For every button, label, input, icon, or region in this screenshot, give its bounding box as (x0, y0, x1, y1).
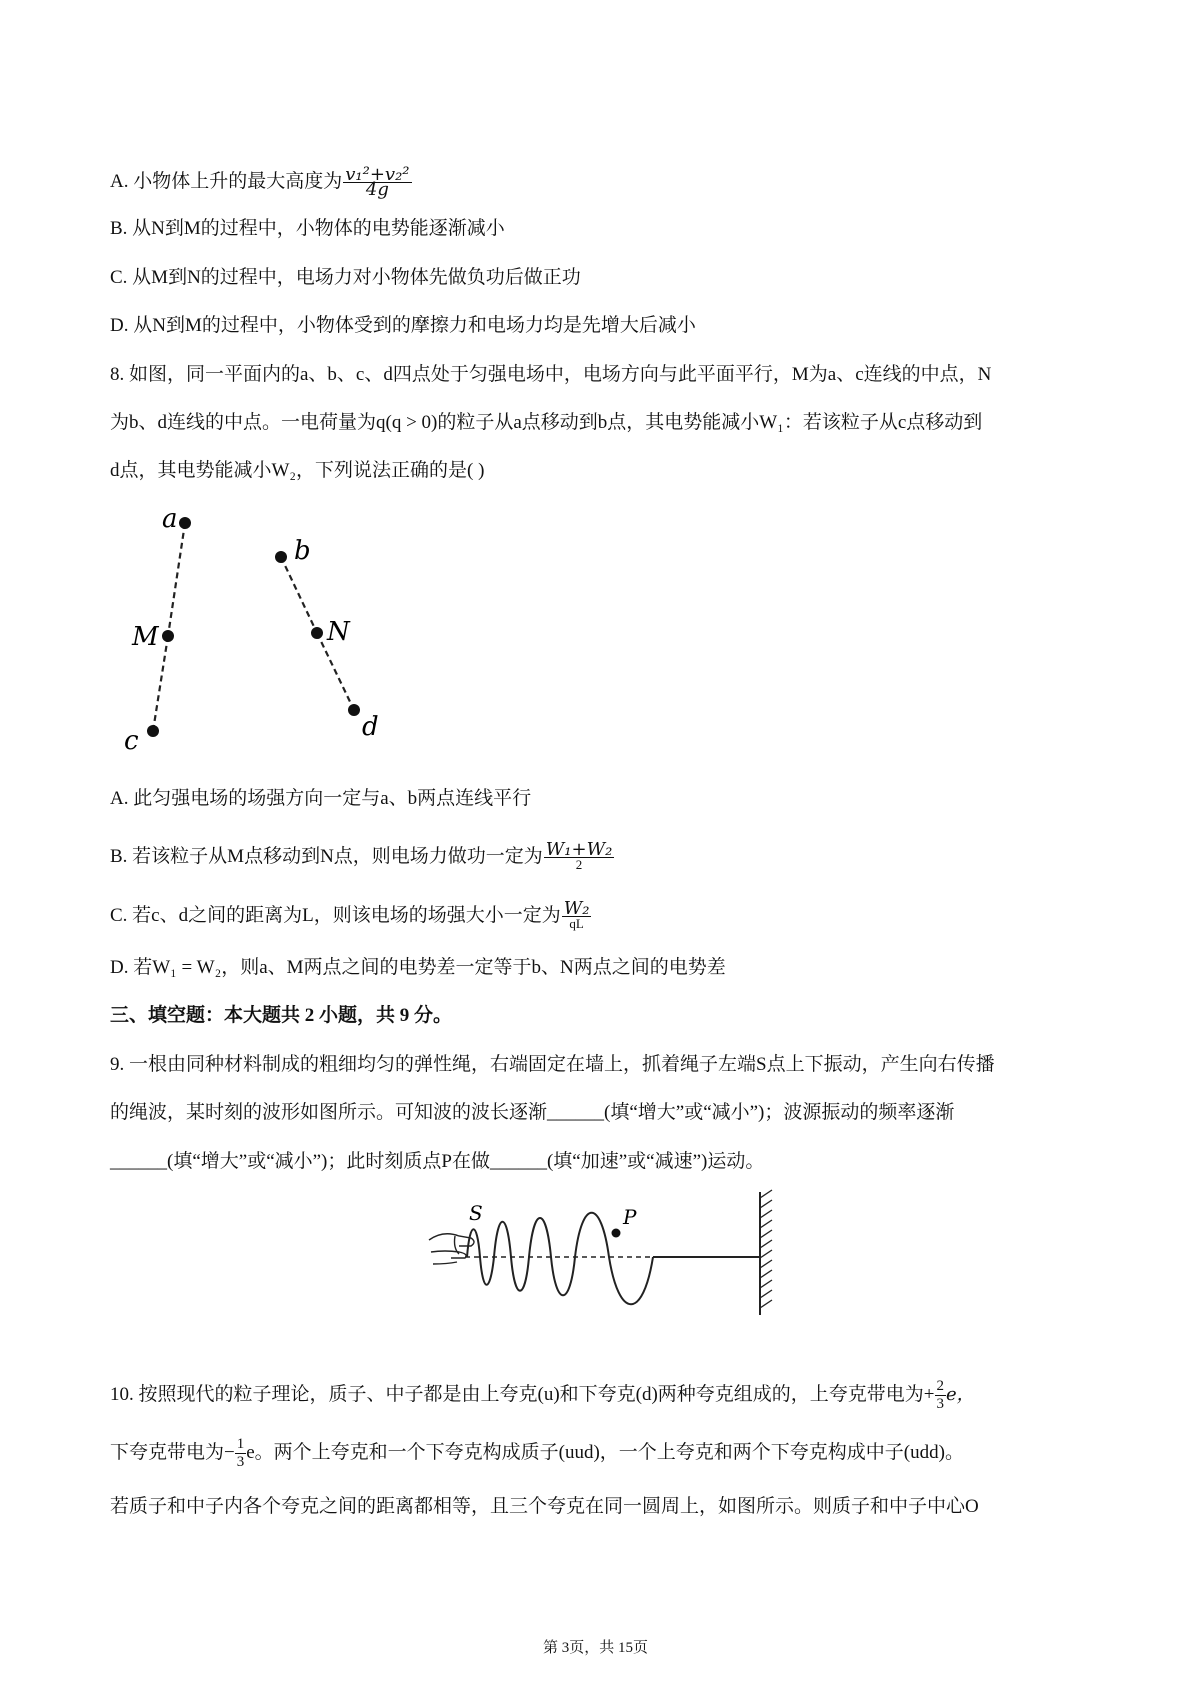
fraction-denominator: 4g (365, 179, 389, 200)
label-b: b (294, 536, 311, 566)
q8-option-b-text: B. 若该粒子从M点移动到N点，则电场力做功一定为 (110, 845, 543, 867)
fraction-numerator: W₁+W₂ (545, 839, 613, 860)
q9-stem-line2: 的绳波，某时刻的波形如图所示。可知波的波长逐渐______(填“增大”或“减小”)；波源振动的频率逐渐 (110, 1102, 955, 1123)
label-c: c (124, 726, 139, 756)
q10-line1-text: 10. 按照现代的粒子理论，质子、中子都是由上夸克(u)和下夸克(d)两种夸克组成的，上夸克带电为+ (110, 1383, 935, 1405)
bn-dashed-line (281, 557, 317, 633)
label-s: S (469, 1201, 483, 1225)
label-m: M (132, 622, 159, 652)
q10-stem-line1 (110, 1378, 975, 1413)
label-d: d (362, 712, 379, 742)
q9-figure (425, 1180, 785, 1320)
q10-stem-line2 (110, 1436, 964, 1471)
label-p: P (623, 1205, 637, 1229)
q9-stem-line3: ______(填“增大”或“减小”)；此时刻质点P在做______(填“加速”或“减速”)运动。 (110, 1151, 765, 1172)
q8-stem-line2: 为b、d连线的中点。一电荷量为q(q > 0)的粒子从a点移动到b点，其电势能减小W₁：若该粒子从c点移动到 (110, 412, 983, 433)
fraction-denominator: qL (569, 916, 584, 931)
q7-option-a-fraction (343, 164, 411, 200)
q7-option-a-text: A. 小物体上升的最大高度为 (110, 170, 343, 192)
fraction-denominator: 3 (236, 1454, 245, 1470)
q8-option-c (110, 898, 591, 931)
q10-line1-end: e， (946, 1383, 975, 1405)
q10-stem-line3: 若质子和中子内各个夸克之间的距离都相等，且三个夸克在同一圆周上，如图所示。则质子和中子中心O (110, 1496, 979, 1517)
q8-option-c-fraction (562, 898, 592, 931)
fraction-numerator: 1 (236, 1436, 245, 1452)
q8-stem-line3: d点，其电势能减小W₂，下列说法正确的是( ) (110, 460, 485, 481)
fraction-denominator: 2 (575, 857, 583, 872)
point-d (348, 704, 360, 716)
wall-hatching (760, 1190, 772, 1308)
section-3-heading: 三、填空题：本大题共 2 小题，共 9 分。 (110, 1005, 453, 1026)
q8-option-b (110, 839, 614, 872)
q8-stem-line1: 8. 如图，同一平面内的a、b、c、d四点处于匀强电场中，电场方向与此平面平行，M为a、c连线的中点，N (110, 364, 992, 385)
q8-option-d: D. 若W₁ = W₂，则a、M两点之间的电势差一定等于b、N两点之间的电势差 (110, 957, 726, 978)
q10-line2-end: e。两个上夸克和一个下夸克构成质子(uud)，一个上夸克和两个下夸克构成中子(udd)。 (246, 1441, 964, 1463)
q7-option-b: B. 从N到M的过程中，小物体的电势能逐渐减小 (110, 218, 505, 239)
q10-line2-text: 下夸克带电为− (110, 1441, 235, 1463)
q10-charge-down-fraction (235, 1436, 247, 1471)
fraction-denominator: 3 (936, 1396, 945, 1412)
fraction-numerator: W₂ (563, 898, 590, 919)
label-a: a (162, 504, 178, 534)
q8-option-b-fraction (544, 839, 615, 872)
q8-option-a: A. 此匀强电场的场强方向一定与a、b两点连线平行 (110, 788, 532, 809)
point-c (147, 725, 159, 737)
q8-figure (110, 495, 400, 765)
point-a (179, 517, 191, 529)
q7-option-c: C. 从M到N的过程中，电场力对小物体先做负功后做正功 (110, 267, 581, 288)
page-footer: 第 3页，共 15页 (542, 1640, 648, 1656)
q7-option-a (110, 164, 412, 200)
q10-charge-up-fraction (935, 1378, 947, 1413)
fraction-numerator: v₁²+v₂² (345, 164, 410, 185)
point-b (275, 551, 287, 563)
point-n (311, 627, 323, 639)
fraction-numerator: 2 (936, 1378, 945, 1394)
point-p (612, 1229, 621, 1238)
point-m (162, 630, 174, 642)
ac-dashed-line (168, 523, 185, 636)
q9-stem-line1: 9. 一根由同种材料制成的粗细均匀的弹性绳，右端固定在墙上，抓着绳子左端S点上下振动，产生向右传播 (110, 1054, 995, 1075)
label-n: N (327, 617, 350, 647)
q7-option-d: D. 从N到M的过程中，小物体受到的摩擦力和电场力均是先增大后减小 (110, 315, 696, 336)
q8-option-c-text: C. 若c、d之间的距离为L，则该电场的场强大小一定为 (110, 904, 561, 926)
